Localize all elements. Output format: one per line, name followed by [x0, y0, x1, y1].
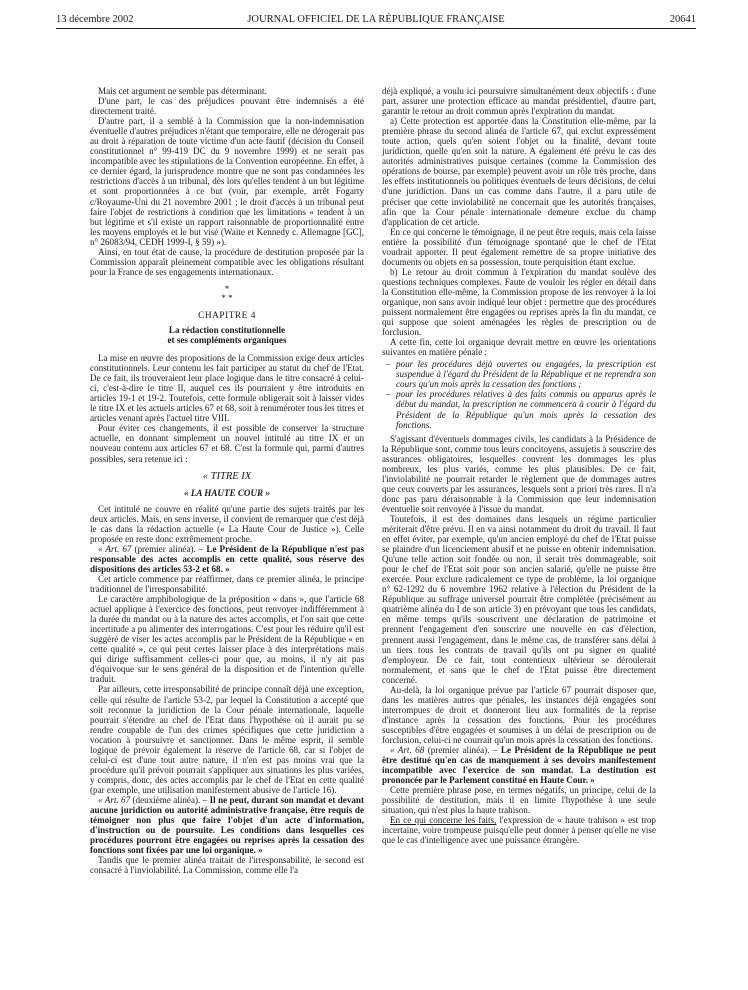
- paragraph: déjà expliqué, a voulu ici poursuivre simultanément deux objectifs : d'une part, assurer une protection efficace au mandat présidentiel, d'autre part, garantir le retour au droit commun après l'expiration du mandat.: [382, 86, 656, 117]
- titre-subheading: « LA HAUTE COUR »: [184, 487, 270, 498]
- left-column: [90, 86, 364, 875]
- right-column: [382, 86, 656, 846]
- paragraph: Cet intitulé ne couvre en réalité qu'une partie des sujets traités par les deux articles. Mais, en sens inverse, il convient de remarquer que c'est déjà le cas dans la rédaction actuelle (« La Haute Cour de Justice »). Celle proposée en reste donc extrêmement proche.: [90, 503, 364, 544]
- article-ref: « Art. 67: [98, 543, 132, 554]
- article-ref: « Art. 67: [98, 795, 131, 805]
- article-text: Il ne peut, durant son mandat et devant aucune juridiction ou autorité administrative française, être requis de témoigner non plus que faire l'objet d'un acte d'information, d'instruction ou de poursuite. Les conditions dans lesquelles ces procédures pourront être engagées ou reprises après la cessation des fonctions sont fixées par une loi organique. »: [90, 795, 365, 856]
- article-text: Le Président de la République n'est pas responsable des actes accomplis en cette qualité, sous réserve des dispositions des articles 53-2 et 68. »: [90, 543, 364, 574]
- paragraph: Mais cet argument ne semble pas déterminant.: [98, 86, 267, 96]
- header-date: 13 décembre 2002: [56, 14, 134, 25]
- header-page-number: 20641: [669, 14, 696, 25]
- underlined-phrase: En ce qui concerne les faits,: [390, 815, 497, 826]
- paragraph: Tandis que le premier alinéa traitait de l'irresponsabilité, le second est consacré à l'inviolabilité. La Commission, comme elle l'a: [90, 855, 364, 876]
- paragraph: Au-delà, la loi organique prévue par l'article 67 pourrait disposer que, dans les matières autres que pénales, les instances déjà engagées sont interrompues de droit et donneront lieu aux formalités de la reprise d'instance après la cessation des fonctions. Pour les procédures susceptibles d'être engagées et soumises à un délai de prescription ou de forclusion, celui-ci ne courrait qu'un mois après la cessation des fonctions.: [382, 684, 656, 745]
- paragraph: D'autre part, il a semblé à la Commission que la non-indemnisation éventuelle d'autres préjudices n'étant que temporaire, elle ne dérogerait pas au droit à réparation de toute victime d'un acte fautif (décision du Conseil constitutionnel n° 99-419 DC du 9 novembre 1999) et ne serait pas incompatible avec les stipulations de la Convention européenne. En effet, à ce dernier égard, la jurisprudence montre que ne sont pas condamnées les restrictions d'accès à un tribunal, dès lors qu'elles tendent à un but légitime et sont proportionnées à ce but (voir, par exemple, arrêt Fogarty c/Royaume-Uni du 21 novembre 2001 ; le droit d'accès à un tribunal peut faire l'objet de restrictions à condition que les limitations « tendent à un but légitime et s'il existe un rapport raisonnable de proportionnalité entre les moyens employés et le but visé (Waite et Kennedy c. Allemagne [GC], n° 26083/94, CEDH 1999-I, § 59) »).: [90, 116, 364, 247]
- paragraph-rest: l'expression de « haute trahison » est trop incertaine, voire trompeuse puisqu'elle peut donner à penser qu'elle ne vise que le cas d'intelligence avec une puissance étrangère.: [382, 815, 656, 846]
- chapter-title: La rédaction constitutionnelle: [168, 324, 286, 335]
- paragraph: La mise en œuvre des propositions de la Commission exige deux articles constitutionnels. Leur contenu les fait participer au statut du chef de l'Etat. De ce fait, ils trouveraient leur place logique dans le titre consacré à celui-ci, c'est-à-dire le titre II, auquel ces ils pourraient y être introduits en articles 19-1 et 19-2. Toutefois, cette formule obligerait soit à laisser vides le titre IX et les actuels articles 67 et 68, soit à renuméroter tous les titres et articles venant après l'actuel titre VIII.: [90, 353, 364, 424]
- paragraph: D'une part, le cas des préjudices pouvant être indemnisés a été directement traité.: [90, 96, 364, 117]
- paragraph: En ce qui concerne le témoignage, il ne peut être requis, mais cela laisse entière la possibilité d'un témoignage spontané que le chef de l'Etat voudrait apporter. Il peut également remettre de sa propre initiative des documents ou objets en sa possession, toute perquisition étant exclue.: [382, 226, 656, 267]
- paragraph: Ainsi, en tout état de cause, la procédure de destitution proposée par la Commission apparaît pleinement compatible avec les obligations résultant pour la France de ses engagements internationaux.: [90, 246, 364, 277]
- header-journal-title: JOURNAL OFFICIEL DE LA RÉPUBLIQUE FRANÇAISE: [247, 14, 505, 25]
- article-quote: [90, 544, 364, 574]
- header-rule: [56, 28, 696, 29]
- article-quote: [90, 795, 364, 855]
- article-ref: « Art. 68: [390, 745, 425, 756]
- paragraph: Pour éviter ces changements, il est possible de conserver la structure actuelle, en donnant simplement un nouvel intitulé au titre IX et un nouveau contenu aux articles 67 et 68. C'est la formule qui, parmi d'autres possibles, sera retenue ici :: [90, 423, 364, 464]
- paragraph: b) Le retour au droit commun à l'expiration du mandat soulève des questions techniques complexes. Faute de vouloir les régler en détail dans la Constitution elle-même, la Commission propose de les renvoyer à la loi organique, non sans avoir indiqué leur objet : permettre que des procédures puissent normalement être engagées ou reprises après la fin du mandat, ce qui suppose que soient aménagées les règles de prescription ou de forclusion.: [382, 266, 656, 338]
- chapter-number: CHAPITRE 4: [198, 310, 256, 321]
- paragraph: A cette fin, cette loi organique devrait mettre en œuvre les orientations suivantes en matière pénale :: [382, 337, 656, 358]
- page-header: [56, 10, 696, 30]
- separator-star: *: [224, 283, 230, 294]
- separator-stars: * *: [221, 292, 233, 303]
- paragraph: a) Cette protection est apportée dans la Constitution elle-même, par la première phrase du second alinéa de l'article 67, qui exclut expressément toute action, quels qu'en soient l'objet ou la finalité, devant toute juridiction, quelle qu'en soit la nature. A également été prévu le cas des autorités administratives puisque certaines (comme la Commission des opérations de bourse, par exemple) peuvent avoir un rôle très proche, dans les effets institutionnels ou politiques éventuels de leurs décisions, de celui d'une juridiction. Dans un cas comme dans l'autre, il a paru utile de préciser que cette inviolabilité ne concernait que les autorités françaises, afin que la Cour pénale internationale demeure exclue du champ d'application de cet article.: [382, 116, 656, 227]
- chapter-subtitle: et ses compléments organiques: [167, 334, 287, 345]
- paragraph: Le caractère amphibologique de la préposition « dans », que l'article 68 actuel applique à l'exercice des fonctions, peut renvoyer indifféremment à la durée du mandat ou à la nature des actes accomplis, et l'on sait que cette incertitude a pu alimenter des interrogations. C'est pour les réduire qu'il est suggéré de viser les actes accomplis par le Président de la République « en cette qualité », ce qui peut certes laisser place à des interprétations mais qui dirige suffisamment celles-ci pour que, au moins, il n'y ait pas d'équivoque sur le sens général de la disposition et de l'intention qu'elle traduit.: [90, 594, 364, 685]
- paragraph: Cette première phrase pose, en termes négatifs, un principe, celui de la possibilité de destitution, mais il en limite l'hypothèse à une seule situation, qui n'est plus la haute trahison.: [382, 785, 656, 816]
- article-alinea: (deuxième alinéa). –: [130, 795, 210, 805]
- list-item: – pour les procédures déjà ouvertes ou engagées, la prescription est suspendue à l'égard du Président de la République et ne reprendra son cours qu'un mois après la cessation des fonctions ;: [396, 359, 656, 389]
- article-quote: [382, 745, 656, 785]
- paragraph: S'agissant d'éventuels dommages civils, les candidats à la Présidence de la République sont, comme tous leurs concitoyens, assujetis à souscrire des assurances obligatoires, lesquelles couvrent les dommages les plus nombreux, les plus variés, comme les plus plausibles. De ce fait, l'inviolabilité ne pourrait retarder le règlement que de dommages autres que ceux couverts par les assurances, lesquels sont a priori très rares. Il n'a donc pas paru déraisonnable à la Commission que leur indemnisation éventuelle soit renvoyée à l'issue du mandat.: [382, 433, 656, 514]
- titre-heading: « TITRE IX: [202, 470, 252, 482]
- article-alinea: (premier alinéa). –: [131, 543, 207, 554]
- paragraph: Par ailleurs, cette irresponsabilité de principe connaît déjà une exception, celle qui résulte de l'article 53-2, par lequel la Constitution a accepté que soit reconnue la juridiction de la Cour pénale internationale, laquelle pourrait s'étendre au chef de l'Etat dans l'hypothèse où il aurait pu se rendre coupable de l'un des crimes spécifiques que cette juridiction a vocation à poursuivre et sanctionner. Dans le même esprit, il semble logique de prévoir également la réserve de l'article 68, car si l'objet de celui-ci est d'une tout autre nature, il n'en est pas moins vrai que la procédure qu'il prévoit pourrait s'appliquer aux situations les plus variées, y compris, donc, des actes accomplis par le chef de l'Etat en cette qualité (par exemple, une utilisation manifestement abusive de l'article 16).: [90, 684, 364, 795]
- article-text: Le Président de la République ne peut être destitué qu'en cas de manquement à ses devoirs manifestement incompatible avec l'exercice de son mandat. La destitution est prononcée par le Parlement constitué en Haute Cour. »: [382, 745, 656, 786]
- paragraph: Cet article commence par réaffirmer, dans ce premier alinéa, le principe traditionnel de l'irresponsabilité.: [90, 573, 364, 595]
- list-item: – pour les procédures relatives à des faits commis ou apparus après le début du mandat, la prescription ne commencera à courir à l'égard du Président de la République qu'un mois après la cessation des fonctions.: [396, 389, 656, 429]
- paragraph: [382, 815, 656, 845]
- article-alinea: (premier alinéa). –: [424, 745, 501, 756]
- paragraph: Toutefois, il est des domaines dans lesquels un régime particulier mériterait d'être prévu. Il en va ainsi notamment du droit du travail. Il faut en effet éviter, par exemple, qu'un ancien employé du chef de l'Etat puisse se plaindre d'un licenciement abusif et ne puisse en obtenir indemnisation. Qu'une telle action soit fondée ou non, il serait très dommageable, soit pour le chef de l'Etat soit pour son ancien salarié, qu'elle ne puisse être exercée. Pour exclure radicalement ce type de problème, la loi organique n° 62-1292 du 6 novembre 1962 relative à l'élection du Président de la République au suffrage universel pourrait être complétée (précisément au quatrième alinéa du I de son article 3) en prévoyant que tous les candidats, en même temps qu'ils souscrivent une déclaration de patrimoine et prennent l'engagement d'en souscrire une nouvelle en cas d'élection, prennent aussi l'engagement, dans le même cas, de transférer sans délai à un tiers tous les contrats de travail qu'ils ont pu signer en qualité d'employeur. De ce fait, tout contentieux ultérieur se déroulerait normalement, et sans que le chef de l'Etat puisse être directement concerné.: [382, 513, 656, 685]
- orientation-list: [382, 359, 656, 429]
